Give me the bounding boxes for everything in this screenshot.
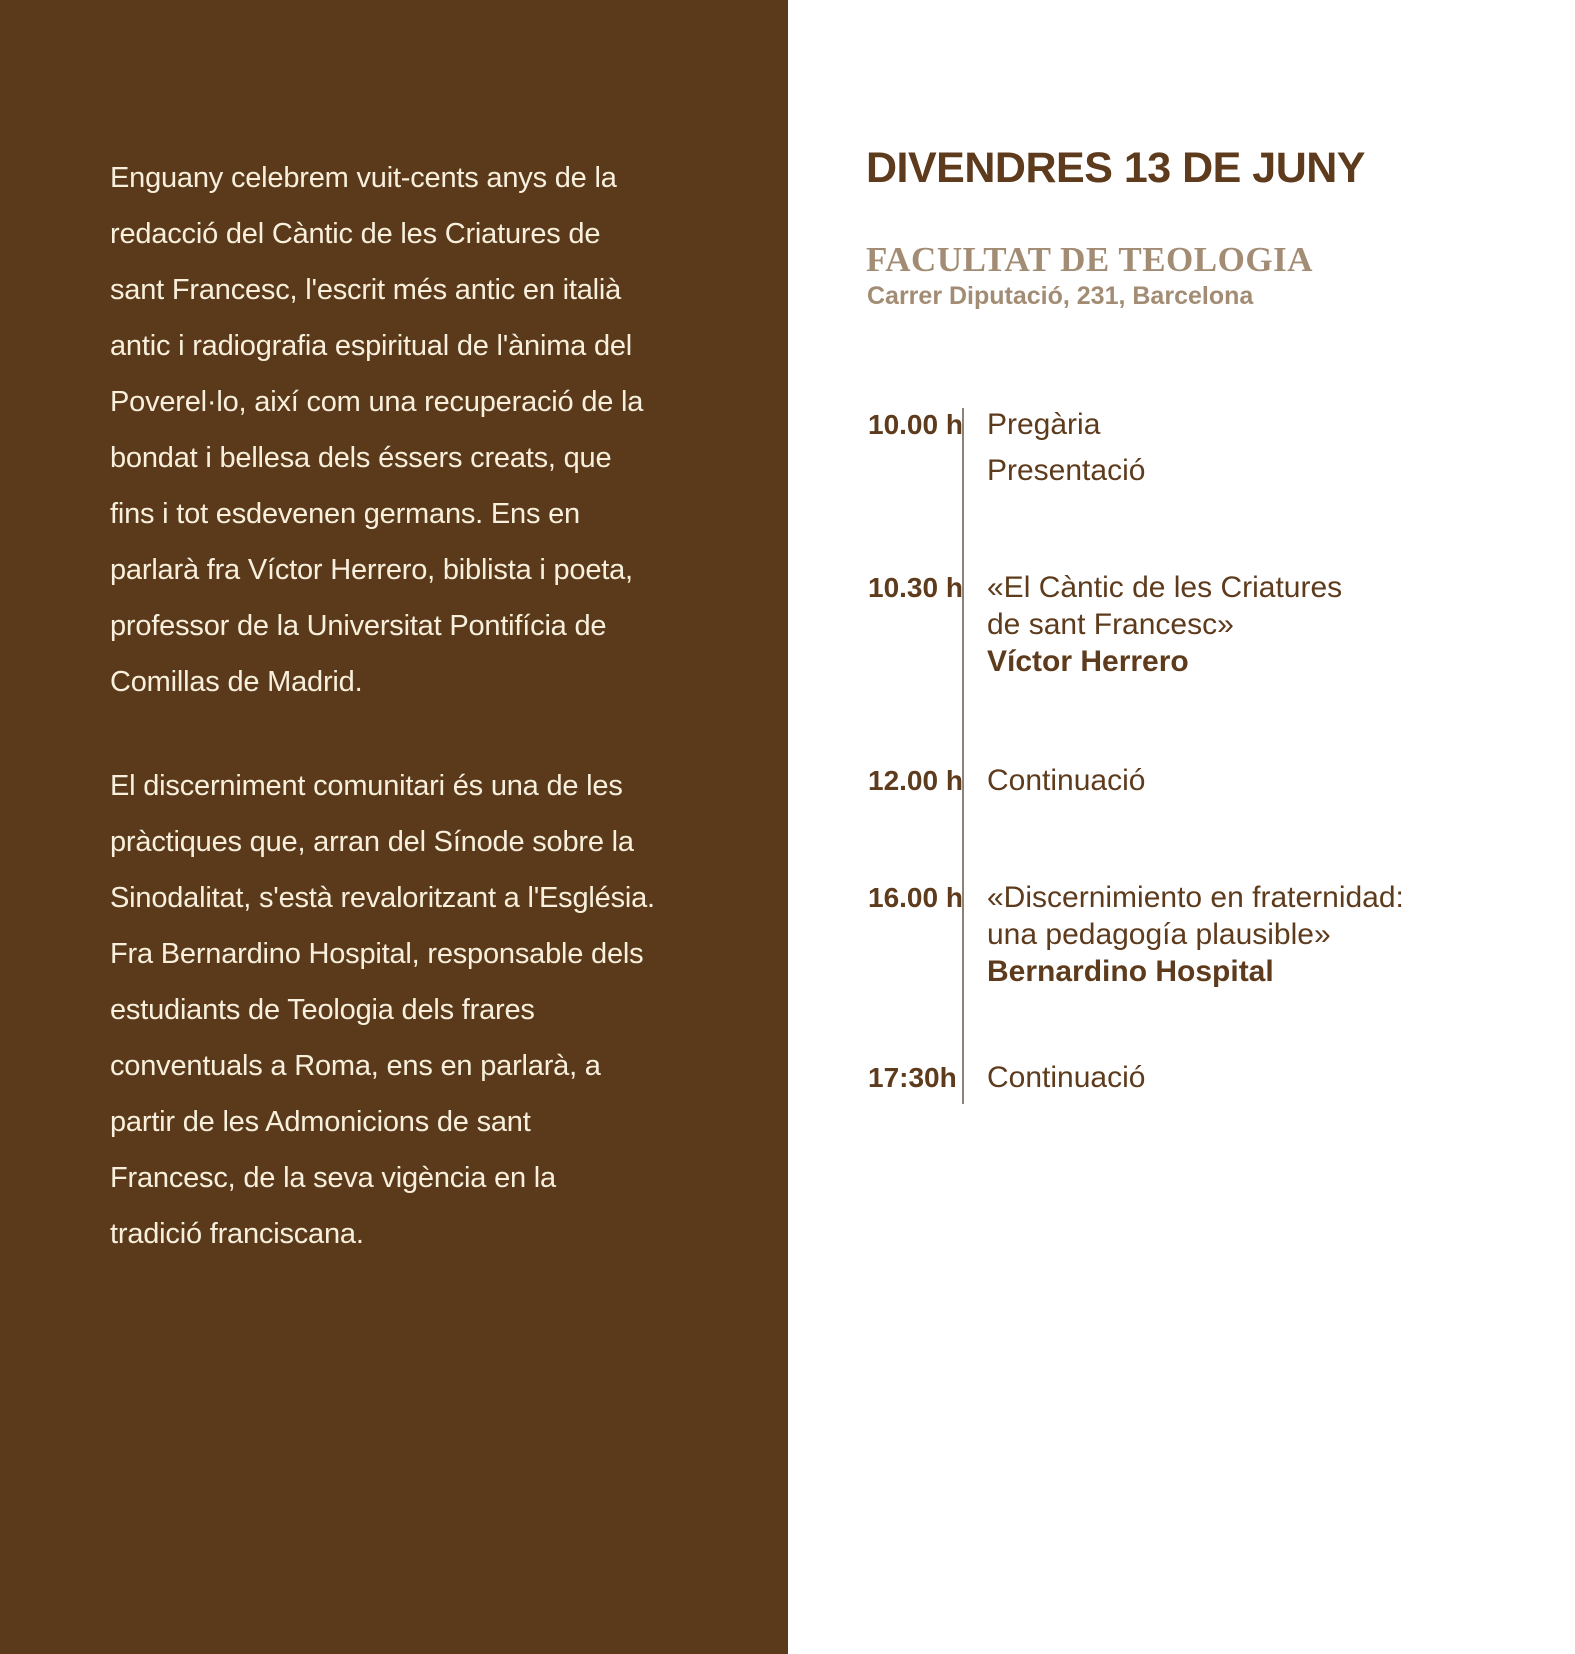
day-title: DIVENDRES 13 DE JUNY [866, 144, 1365, 192]
schedule-time: 10.30 h [868, 572, 963, 603]
event-title-line: Pregària [987, 408, 1101, 441]
event-speaker: Víctor Herrero [987, 645, 1189, 678]
schedule-time: 16.00 h [868, 882, 963, 913]
schedule-row-content [987, 762, 1507, 799]
schedule-time: 12.00 h [868, 765, 963, 796]
schedule-divider-line [962, 408, 964, 1104]
schedule-time: 10.00 h [868, 409, 963, 440]
schedule-row-content [987, 879, 1507, 990]
event-title-line: «Discernimiento en fraternidad: [987, 881, 1404, 914]
schedule-row-content [987, 569, 1507, 680]
venue-name: FACULTAT DE TEOLOGIA [866, 240, 1313, 279]
event-title-line: Presentació [987, 454, 1146, 487]
intro-text-block [110, 150, 655, 1310]
schedule-time: 17:30h [868, 1062, 957, 1093]
event-title-line: Continuació [987, 764, 1146, 797]
event-speaker: Bernardino Hospital [987, 955, 1274, 988]
schedule [868, 0, 1508, 1200]
event-title-line: «El Càntic de les Criatures [987, 571, 1343, 604]
event-title-line: una pedagogía plausible» [987, 918, 1331, 951]
intro-paragraph-1: Enguany celebrem vuit-cents anys de la redacció del Càntic de les Criatures de sant Francesc, l'escrit més antic en italià antic i radiografia espiritual de l'ànima del Poverel·lo, així com una recuperació de la bondat i bellesa dels éssers creats, que fins i tot esdevenen germans. Ens en parlarà fra Víctor Herrero, biblista i poeta, professor de la Universitat Pontifícia de Comillas de Madrid. [110, 162, 644, 698]
program-panel [788, 0, 1575, 1654]
intro-paragraph-2: El discerniment comunitari és una de les pràctiques que, arran del Sínode sobre la Sinodalitat, s'està revaloritzant a l'Església. Fra Bernardino Hospital, responsable dels estudiants de Teologia dels frares conventuals a Roma, ens en parlarà, a partir de les Admonicions de sant Francesc, de la seva vigència en la tradició franciscana. [110, 770, 655, 1250]
event-title-line: de sant Francesc» [987, 608, 1234, 641]
schedule-row-content [987, 406, 1507, 489]
schedule-row-content [987, 1059, 1507, 1096]
venue-address: Carrer Diputació, 231, Barcelona [867, 282, 1254, 310]
event-title-line: Continuació [987, 1061, 1146, 1094]
